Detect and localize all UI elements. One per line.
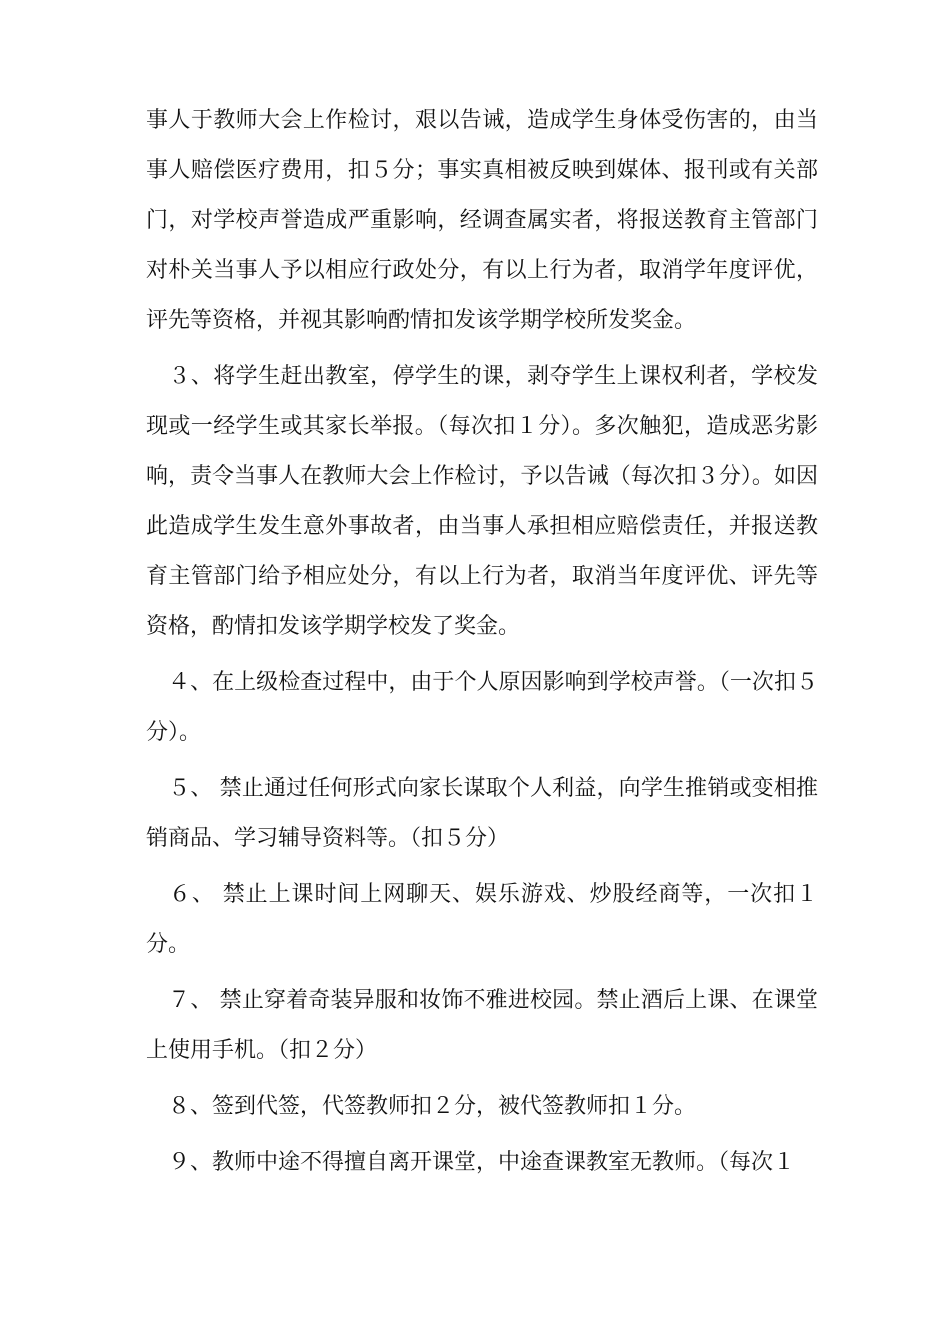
paragraph-item-9: ９、教师中途不得擅自离开课堂，中途查课教室无教师。（每次１: [146, 1150, 796, 1175]
paragraph-continuation: 事人于教师大会上作检讨，艰以告诫，造成学生身体受伤害的，由当事人赔偿医疗费用，扣５分；事实真相被反映到媒体、报刊或有关部门，对学校声誉造成严重影响，经调查属实者，将报送教育主管部门对朴关当事人予以相应行政处分，有以上行为者，取消学年度评优，评先等资格，并视其影响酌情扣发该学期学校所发奖金。: [146, 108, 818, 333]
document-body: [146, 96, 818, 1188]
paragraph-item-5: ５、 禁止通过任何形式向家长谋取个人利益，向学生推销或变相推销商品、学习辅导资料等。（扣５分）: [146, 776, 818, 851]
paragraph-item-4: ４、在上级检查过程中，由于个人原因影响到学校声誉。（一次扣５分）。: [146, 670, 818, 745]
paragraph-item-8: ８、签到代签，代签教师扣２分，被代签教师扣１分。: [146, 1094, 697, 1119]
paragraph-item-7: ７、 禁止穿着奇装异服和妆饰不雅进校园。禁止酒后上课、在课堂上使用手机。（扣２分）: [146, 988, 818, 1063]
paragraph-item-3: ３、将学生赶出教室，停学生的课，剥夺学生上课权利者，学校发现或一经学生或其家长举报。（每次扣１分）。多次触犯，造成恶劣影响，责令当事人在教师大会上作检讨，予以告诫（每次扣３分）。如因此造成学生发生意外事故者，由当事人承担相应赔偿责任，并报送教育主管部门给予相应处分，有以上行为者，取消当年度评优、评先等资格，酌情扣发该学期学校发了奖金。: [146, 364, 818, 639]
paragraph-item-6: ６、 禁止上课时间上网聊天、娱乐游戏、炒股经商等，一次扣１分。: [146, 882, 818, 957]
